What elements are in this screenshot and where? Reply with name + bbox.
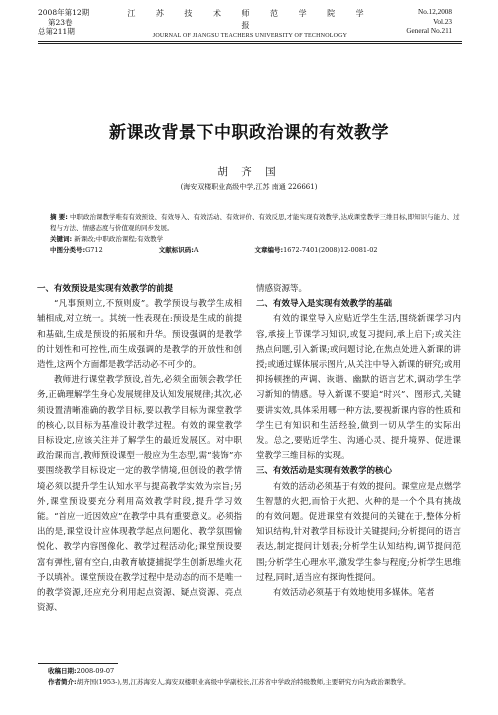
- body-paragraph: 有效的课堂导入应贴近学生生活,围绕新课学习内容,承接上节课学习知识,或复习提问,承上启下;或关注热点问题,引入新课;或问题讨论,在焦点处进入新课的讲授;或通过媒体展示图片,从关注中导入新课的研究;或用抑扬顿挫的声调、诙谐、幽默的语言艺术,调动学生学习新知的情感。导入新课不要追“时兴”、图形式,关键要讲实效,具体采用哪一种方法,要视新课内容的性质和学生已有知识和生活经验,做到一切从学生的实际出发。总之,要贴近学生、沟通心灵、提升境界、促进课堂教学三维目标的实现。: [256, 314, 461, 462]
- body-paragraph: “凡事预则立,不预则废”。教学预设与教学生成相辅相成,对立统一。其统一性表现在:预设是生成的前提和基础,生成是预设的拓展和升华。预设强调的是教学的计划性和可控性,而生成强调的是教学的开放性和创造性,这两个方面都是教学活动必不可少的。: [37, 299, 242, 371]
- body-paragraph: 有效的活动必须基于有效的提问。课堂应是点燃学生智慧的火把,而恰于火把、火种的是一个个具有挑战的有效问题。促进课堂有效提问的关键在于,整体分析知识结构,针对教学目标设计关键提问;分析提问的语言表达,制定提问计划表;分析学生认知结构,调节提问范围;分析学生心理水平,激发学生参与程度;分析学生思维过程,同时,适当应有探询性提问。: [256, 481, 461, 583]
- body-paragraph: 情感资源等。: [256, 284, 308, 294]
- abstract-text: 中职政治课教学唯有有效预设、有效导入、有效活动、有效评价、有效反思,才能实现有效教学,达成课堂教学三维目标,即知识与能力、过程与方法、情感态度与价值观的同步发展。: [50, 213, 460, 232]
- header-right: [406, 8, 452, 37]
- received-date: 收稿日期:2008-09-07: [48, 667, 115, 675]
- author-bio: 作者简介:胡齐国(1953-),男,江苏海安人,海安双楼职业高级中学副校长,江苏省中学政治特级教师,主要研究方向为政治课教学。: [48, 677, 410, 686]
- body-paragraph: 教师进行课堂教学预设,首先,必须全面领会教学任务,正确理解学生身心发展规律及认知发展规律;其次,必须设置清晰准确的教学目标,要以教学目标为课堂教学的核心,以目标为基准设计教学过程。有效的课堂教学目标设定,应该关注并了解学生的最近发展区。对中职政治课而言,教师预设课型一般应为生态型,需“装饰”亦要围绕教学目标设定一定的教学情境,但创设的教学情境必须以提升学生认知水平与提高教学实效为宗旨;另外,课堂预设要充分利用高效教学时段,提升学习效能。“首应一近因效应”在教学中具有重要意义。必须指出的是,课堂设计应体现教学起点问题化、教学氛围愉悦化、教学内容图像化、教学过程活动化;课堂预设要富有弹性,留有空白,由教育敏捷捕捉学生创新思维火花予以填补。课堂预设在教学过程中是动态的而不是唯一的教学资源,还应充分利用起点资源、疑点资源、亮点资源、: [37, 375, 242, 614]
- journal-name-en: JOURNAL OF JIANGSU TEACHERS UNIVERSITY OF TECHNOLOGY: [152, 33, 348, 39]
- header-general-no: General No.211: [406, 27, 452, 35]
- header-volume: 第23卷: [48, 17, 73, 27]
- section-heading: 一、有效预设是实现有效教学的前提: [37, 284, 174, 294]
- header-center: [120, 8, 380, 41]
- section-heading: 三、有效活动是实现有效教学的核心: [256, 466, 393, 477]
- header-issue-total: 总第211期: [38, 27, 75, 36]
- body-column-right: [256, 282, 461, 601]
- abstract-block: [50, 212, 460, 256]
- body-paragraph: 有效活动必须基于有效地使用多媒体。笔者: [273, 588, 435, 599]
- keywords: [50, 234, 460, 245]
- header-rule-thin: [38, 43, 462, 44]
- keywords-text: 新课改;中职政治课程;有效教学: [74, 235, 164, 243]
- classification-line: [50, 245, 460, 256]
- header-vol: Vol.23: [433, 17, 452, 26]
- article-title: 新课改背景下中职政治课的有效教学: [109, 123, 389, 143]
- author-name: 胡 齐 国: [217, 166, 281, 178]
- journal-name-cn: 江 苏 技 术 师 范 学 院 学 报: [127, 9, 373, 30]
- header-left: [38, 8, 89, 37]
- author-affiliation: (海安双楼职业高级中学,江苏 南通 226661): [180, 183, 318, 191]
- clc-number: 中图分类号:G712: [50, 246, 103, 254]
- keywords-label: 关键词:: [50, 235, 73, 243]
- header-no: No.12,2008: [418, 8, 452, 16]
- abstract: [50, 212, 460, 234]
- section-heading: 二、有效导入是实现有效教学的基础: [256, 299, 393, 310]
- document-code: 文献标识码:A: [158, 246, 199, 254]
- body-column-left: [37, 282, 242, 616]
- footnote: [48, 666, 468, 687]
- abstract-label: 摘 要:: [50, 213, 68, 221]
- article-id: 文章编号:1672-7401(2008)12-0081-02: [254, 246, 378, 254]
- header-rule: [38, 41, 462, 42]
- footnote-rule: [38, 663, 118, 664]
- running-header: [0, 8, 498, 40]
- header-date: 2008年第12期: [38, 8, 90, 17]
